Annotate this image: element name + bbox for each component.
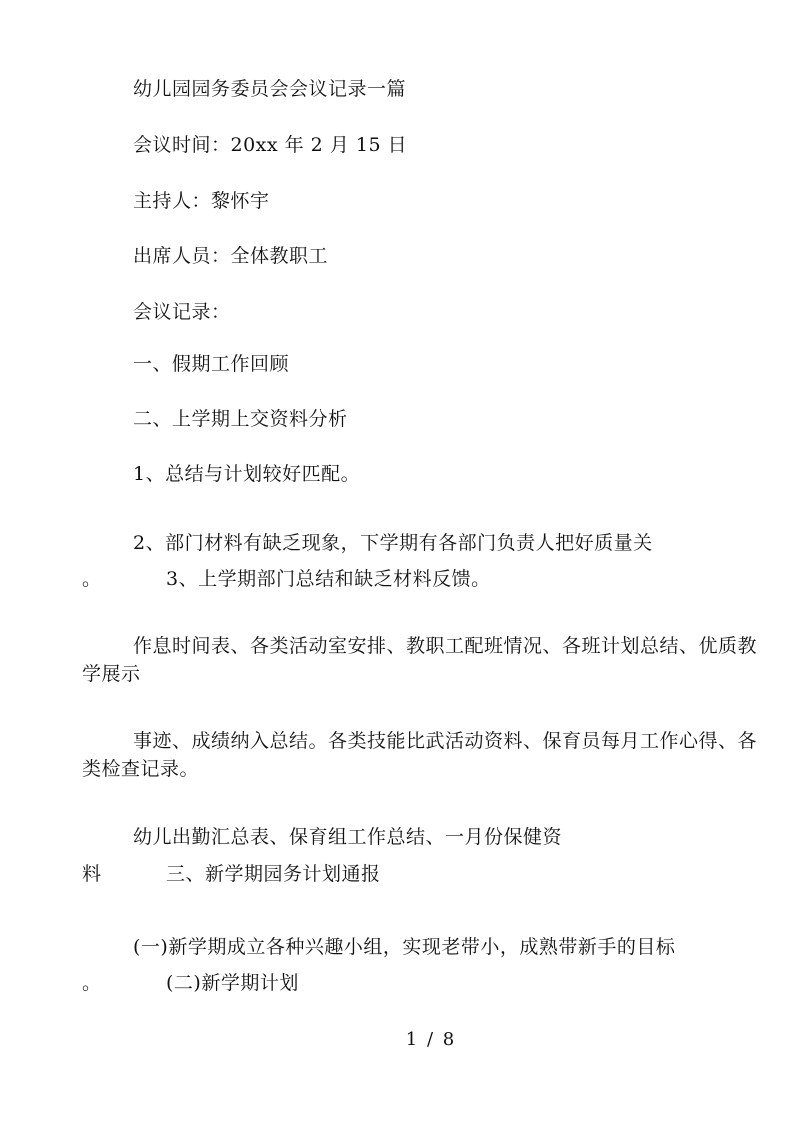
meeting-attendees: 出席人员：全体教职工 bbox=[133, 245, 329, 267]
section-heading-1: 一、假期工作回顾 bbox=[133, 353, 290, 375]
list-item-3-prefix: 。 bbox=[82, 568, 102, 590]
document-title: 幼儿园园务委员会会议记录一篇 bbox=[133, 78, 407, 100]
paragraph-2-line-2: 类检查记录。 bbox=[82, 758, 200, 780]
section-heading-2: 二、上学期上交资料分析 bbox=[133, 408, 348, 430]
meeting-time: 会议时间：20xx 年 2 月 15 日 bbox=[133, 134, 408, 156]
paragraph-2-line-1: 事迹、成绩纳入总结。各类技能比武活动资料、保育员每月工作心得、各 bbox=[133, 730, 758, 752]
sub-item-1: (一)新学期成立各种兴趣小组，实现老带小，成熟带新手的目标 bbox=[133, 936, 676, 958]
meeting-host: 主持人：黎怀宇 bbox=[133, 190, 270, 212]
list-item-3: 3、上学期部门总结和缺乏材料反馈。 bbox=[166, 568, 491, 590]
paragraph-3-line-2-prefix: 料 bbox=[82, 863, 102, 885]
page-number: 1 / 8 bbox=[405, 1029, 457, 1050]
sub-item-2-prefix: 。 bbox=[82, 972, 102, 994]
section-heading-3: 三、新学期园务计划通报 bbox=[166, 863, 381, 885]
record-heading: 会议记录： bbox=[133, 301, 231, 323]
paragraph-3-line-1: 幼儿出勤汇总表、保育组工作总结、一月份保健资 bbox=[133, 826, 563, 848]
list-item-2: 2、部门材料有缺乏现象，下学期有各部门负责人把好质量关 bbox=[133, 532, 653, 554]
sub-item-2: (二)新学期计划 bbox=[166, 972, 299, 994]
paragraph-1-line-1: 作息时间表、各类活动室安排、教职工配班情况、各班计划总结、优质教 bbox=[133, 635, 758, 657]
paragraph-1-line-2: 学展示 bbox=[82, 663, 141, 685]
list-item-1: 1、总结与计划较好匹配。 bbox=[133, 463, 361, 485]
